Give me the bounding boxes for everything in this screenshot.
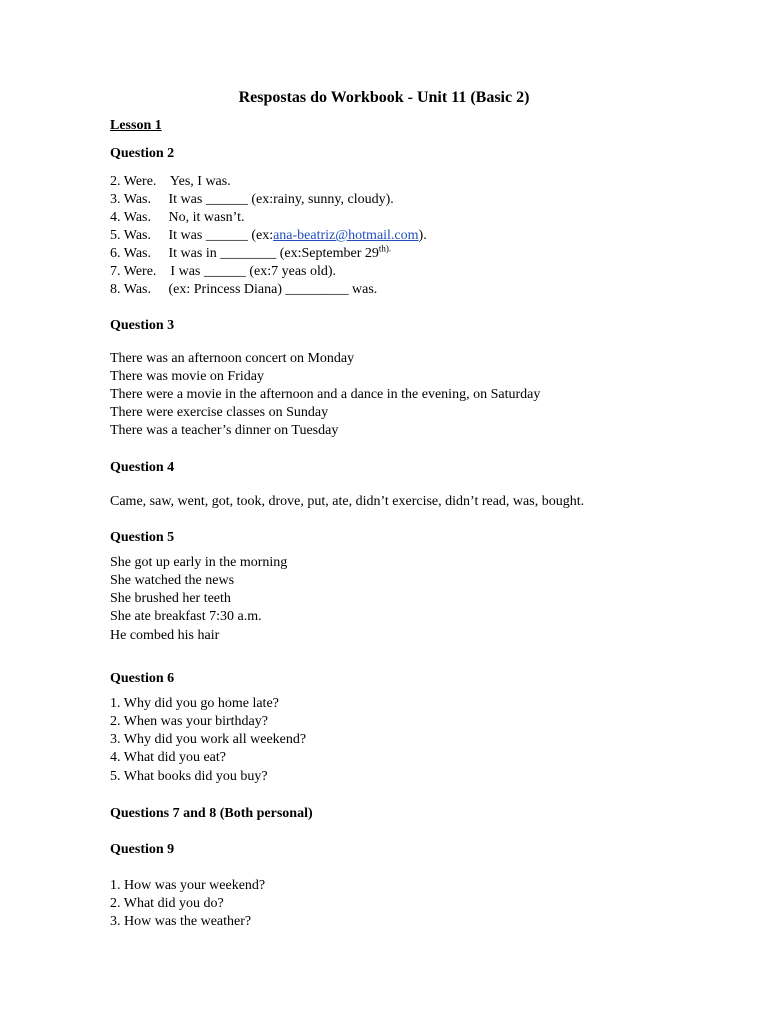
answer-line: She watched the news <box>110 573 235 588</box>
question-4-heading: Question 4 <box>110 460 175 475</box>
question-9-heading: Question 9 <box>110 842 175 857</box>
answer-line: She brushed her teeth <box>110 591 231 606</box>
answer-line: 4. What did you eat? <box>110 750 226 765</box>
answer-line: There were a movie in the afternoon and a dance in the evening, on Saturday <box>110 387 541 402</box>
questions-7-8-heading: Questions 7 and 8 (Both personal) <box>110 806 313 821</box>
answer-line: 2. When was your birthday? <box>110 714 268 729</box>
answer-line: 3. How was the weather? <box>110 914 252 929</box>
answer-line: 2. Were. Yes, I was. <box>110 174 231 189</box>
lesson-heading: Lesson 1 <box>110 118 162 133</box>
answer-line: 2. What did you do? <box>110 896 224 911</box>
email-link[interactable]: ana-beatriz@hotmail.com <box>273 228 419 243</box>
answer-line: 5. What books did you buy? <box>110 769 268 784</box>
answer-line-5 <box>110 227 427 245</box>
answer-line: 1. Why did you go home late? <box>110 696 279 711</box>
answer-line: 3. Was. It was ______ (ex:rainy, sunny, cloudy). <box>110 192 394 207</box>
answer-line: She ate breakfast 7:30 a.m. <box>110 609 262 624</box>
answer-line: 1. How was your weekend? <box>110 878 266 893</box>
answer-text: 6. Was. It was in ________ (ex:September 29 <box>110 246 379 261</box>
answer-prefix: 5. Was. It was ______ (ex: <box>110 228 274 243</box>
question-2-heading: Question 2 <box>110 146 175 161</box>
answer-line: There was movie on Friday <box>110 369 264 384</box>
answer-line: She got up early in the morning <box>110 555 288 570</box>
answer-line: There was a teacher’s dinner on Tuesday <box>110 423 339 438</box>
question-5-heading: Question 5 <box>110 530 175 545</box>
question-6-heading: Question 6 <box>110 671 175 686</box>
answer-line: 7. Were. I was ______ (ex:7 yeas old). <box>110 264 337 279</box>
answer-line: Came, saw, went, got, took, drove, put, ate, didn’t exercise, didn’t read, was, bought. <box>110 494 585 509</box>
answer-line: He combed his hair <box>110 628 220 643</box>
answer-suffix: ). <box>418 228 427 243</box>
answer-line-6 <box>110 245 391 263</box>
answer-line: There were exercise classes on Sunday <box>110 405 329 420</box>
answer-line: There was an afternoon concert on Monday <box>110 351 355 366</box>
answer-line: 8. Was. (ex: Princess Diana) _________ was. <box>110 282 378 297</box>
answer-line: 3. Why did you work all weekend? <box>110 732 307 747</box>
answer-line: 4. Was. No, it wasn’t. <box>110 210 245 225</box>
question-3-heading: Question 3 <box>110 318 175 333</box>
superscript: th). <box>378 243 392 254</box>
document-title: Respostas do Workbook - Unit 11 (Basic 2) <box>238 89 530 106</box>
